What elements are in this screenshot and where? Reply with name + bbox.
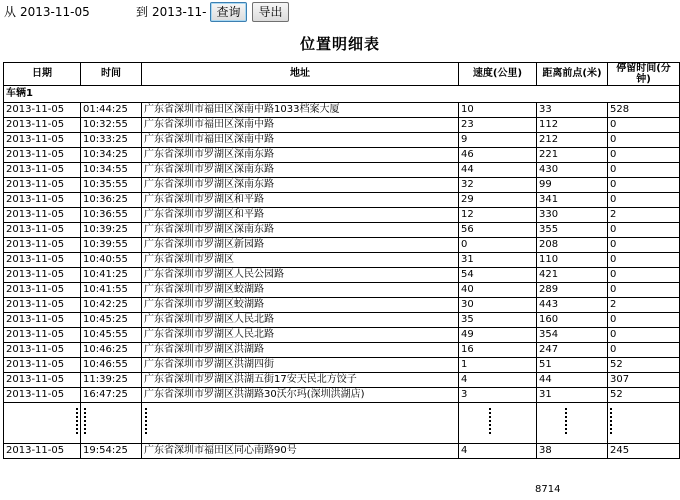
speed-cell: 4 <box>459 444 537 459</box>
distance-cell: 99 <box>537 178 608 193</box>
date-cell: 2013-11-05 <box>4 298 81 313</box>
date-cell: 2013-11-05 <box>4 444 81 459</box>
time-cell: 10:46:25 <box>81 343 142 358</box>
vertical-ellipsis <box>489 408 491 434</box>
vehicle-group-label: 车辆1 <box>4 86 680 103</box>
date-cell: 2013-11-05 <box>4 328 81 343</box>
stay-time-cell: 2 <box>608 208 680 223</box>
table-body <box>4 103 680 403</box>
report-title: 位置明细表 <box>299 35 380 53</box>
table-row <box>4 163 680 178</box>
address-cell: 广东省深圳市罗湖区深南东路 <box>142 223 459 238</box>
query-button[interactable]: 查询 <box>210 2 247 22</box>
table-row <box>4 388 680 403</box>
time-cell: 10:41:55 <box>81 283 142 298</box>
speed-cell: 23 <box>459 118 537 133</box>
distance-cell: 33 <box>537 103 608 118</box>
stay-time-cell: 52 <box>608 358 680 373</box>
speed-cell: 10 <box>459 103 537 118</box>
distance-cell: 421 <box>537 268 608 283</box>
speed-cell: 12 <box>459 208 537 223</box>
speed-cell: 40 <box>459 283 537 298</box>
distance-cell: 247 <box>537 343 608 358</box>
time-cell: 10:40:55 <box>81 253 142 268</box>
date-cell: 2013-11-05 <box>4 163 81 178</box>
speed-cell: 16 <box>459 343 537 358</box>
stay-time-cell: 52 <box>608 388 680 403</box>
speed-cell: 0 <box>459 238 537 253</box>
table-row <box>4 298 680 313</box>
stay-time-cell: 0 <box>608 283 680 298</box>
date-cell: 2013-11-05 <box>4 358 81 373</box>
date-cell: 2013-11-05 <box>4 388 81 403</box>
address-cell: 广东省深圳市罗湖区洪湖路30沃尔玛(深圳洪湖店) <box>142 388 459 403</box>
distance-cell: 31 <box>537 388 608 403</box>
table-row <box>4 444 680 459</box>
speed-cell: 31 <box>459 253 537 268</box>
date-cell: 2013-11-05 <box>4 208 81 223</box>
stay-time-cell: 0 <box>608 148 680 163</box>
distance-cell: 443 <box>537 298 608 313</box>
time-cell: 10:35:55 <box>81 178 142 193</box>
time-cell: 10:36:25 <box>81 193 142 208</box>
time-cell: 10:41:25 <box>81 268 142 283</box>
address-cell: 广东省深圳市福田区深南中路 <box>142 118 459 133</box>
address-cell: 广东省深圳市罗湖区新园路 <box>142 238 459 253</box>
date-cell: 2013-11-05 <box>4 193 81 208</box>
speed-cell: 9 <box>459 133 537 148</box>
stay-time-cell: 0 <box>608 313 680 328</box>
table-row <box>4 343 680 358</box>
column-header-address: 地址 <box>142 63 459 86</box>
table-row <box>4 238 680 253</box>
date-cell: 2013-11-05 <box>4 283 81 298</box>
date-cell: 2013-11-05 <box>4 268 81 283</box>
address-cell: 广东省深圳市福田区同心南路90号 <box>142 444 459 459</box>
time-cell: 10:45:25 <box>81 313 142 328</box>
table-row <box>4 328 680 343</box>
start-date-input[interactable] <box>17 3 129 20</box>
address-cell: 广东省深圳市罗湖区人民北路 <box>142 328 459 343</box>
address-cell: 广东省深圳市福田区深南中路 <box>142 133 459 148</box>
stay-time-cell: 0 <box>608 163 680 178</box>
ellipsis-cell <box>81 403 142 444</box>
to-label: 到 <box>136 5 149 19</box>
distance-cell: 160 <box>537 313 608 328</box>
ellipsis-cell <box>142 403 459 444</box>
column-header-speed: 速度(公里) <box>459 63 537 86</box>
ellipsis-cell <box>537 403 608 444</box>
vertical-ellipsis <box>145 408 147 434</box>
date-cell: 2013-11-05 <box>4 223 81 238</box>
speed-cell: 4 <box>459 373 537 388</box>
table-row <box>4 253 680 268</box>
stay-time-cell: 0 <box>608 268 680 283</box>
date-cell: 2013-11-05 <box>4 343 81 358</box>
address-cell: 广东省深圳市罗湖区蛟湖路 <box>142 298 459 313</box>
date-cell: 2013-11-05 <box>4 313 81 328</box>
distance-cell: 289 <box>537 283 608 298</box>
table-row <box>4 133 680 148</box>
ellipsis-cell <box>4 403 81 444</box>
stay-time-cell: 307 <box>608 373 680 388</box>
speed-cell: 35 <box>459 313 537 328</box>
stay-time-cell: 0 <box>608 178 680 193</box>
date-cell: 2013-11-05 <box>4 238 81 253</box>
table-row <box>4 223 680 238</box>
stay-time-cell: 0 <box>608 343 680 358</box>
distance-cell: 221 <box>537 148 608 163</box>
distance-cell: 208 <box>537 238 608 253</box>
address-cell: 广东省深圳市罗湖区人民北路 <box>142 313 459 328</box>
address-cell: 广东省深圳市罗湖区蛟湖路 <box>142 283 459 298</box>
speed-cell: 30 <box>459 298 537 313</box>
distance-cell: 212 <box>537 133 608 148</box>
vertical-ellipsis <box>76 408 78 434</box>
speed-cell: 32 <box>459 178 537 193</box>
table-row <box>4 283 680 298</box>
address-cell: 广东省深圳市罗湖区洪湖路 <box>142 343 459 358</box>
stay-time-cell: 528 <box>608 103 680 118</box>
time-cell: 19:54:25 <box>81 444 142 459</box>
end-date-input[interactable] <box>149 3 209 20</box>
table-row <box>4 313 680 328</box>
time-cell: 10:34:25 <box>81 148 142 163</box>
time-cell: 01:44:25 <box>81 103 142 118</box>
speed-cell: 29 <box>459 193 537 208</box>
table-row <box>4 193 680 208</box>
export-button[interactable]: 导出 <box>252 2 289 22</box>
vertical-ellipsis <box>565 408 567 434</box>
column-header-time: 时间 <box>81 63 142 86</box>
time-cell: 10:39:25 <box>81 223 142 238</box>
column-header-distance: 距离前点(米) <box>537 63 608 86</box>
distance-cell: 354 <box>537 328 608 343</box>
distance-cell: 330 <box>537 208 608 223</box>
omitted-rows-indicator <box>4 403 680 444</box>
address-cell: 广东省深圳市罗湖区深南东路 <box>142 148 459 163</box>
from-label: 从 <box>4 5 17 19</box>
stay-time-cell: 0 <box>608 193 680 208</box>
speed-cell: 3 <box>459 388 537 403</box>
stay-time-cell: 245 <box>608 444 680 459</box>
date-cell: 2013-11-05 <box>4 118 81 133</box>
time-cell: 11:39:25 <box>81 373 142 388</box>
stay-time-cell: 0 <box>608 223 680 238</box>
address-cell: 广东省深圳市福田区深南中路1033档案大厦 <box>142 103 459 118</box>
address-cell: 广东省深圳市罗湖区深南东路 <box>142 178 459 193</box>
distance-cell: 112 <box>537 118 608 133</box>
time-cell: 10:36:55 <box>81 208 142 223</box>
address-cell: 广东省深圳市罗湖区和平路 <box>142 208 459 223</box>
distance-cell: 38 <box>537 444 608 459</box>
speed-cell: 46 <box>459 148 537 163</box>
vertical-ellipsis <box>610 408 612 434</box>
stay-time-cell: 0 <box>608 118 680 133</box>
address-cell: 广东省深圳市罗湖区洪湖四街 <box>142 358 459 373</box>
ellipsis-cell <box>459 403 537 444</box>
table-row <box>4 148 680 163</box>
table-row <box>4 358 680 373</box>
distance-cell: 110 <box>537 253 608 268</box>
table-row <box>4 178 680 193</box>
date-cell: 2013-11-05 <box>4 178 81 193</box>
address-cell: 广东省深圳市罗湖区 <box>142 253 459 268</box>
location-detail-table <box>3 62 680 459</box>
time-cell: 10:46:55 <box>81 358 142 373</box>
address-cell: 广东省深圳市罗湖区洪湖五街17安天民北方饺子 <box>142 373 459 388</box>
stay-time-cell: 0 <box>608 253 680 268</box>
distance-cell: 51 <box>537 358 608 373</box>
stay-time-cell: 0 <box>608 328 680 343</box>
column-header-date: 日期 <box>4 63 81 86</box>
table-header-row <box>4 63 680 86</box>
table-row <box>4 208 680 223</box>
table-row <box>4 103 680 118</box>
vertical-ellipsis <box>84 408 86 434</box>
table-row <box>4 118 680 133</box>
date-cell: 2013-11-05 <box>4 133 81 148</box>
distance-cell: 44 <box>537 373 608 388</box>
date-cell: 2013-11-05 <box>4 373 81 388</box>
address-cell: 广东省深圳市罗湖区人民公园路 <box>142 268 459 283</box>
time-cell: 16:47:25 <box>81 388 142 403</box>
query-toolbar <box>0 0 680 24</box>
column-header-stay-time: 停留时间(分钟) <box>608 63 680 86</box>
speed-cell: 49 <box>459 328 537 343</box>
time-cell: 10:32:55 <box>81 118 142 133</box>
vehicle-group-row <box>4 86 680 103</box>
stay-time-cell: 0 <box>608 238 680 253</box>
total-distance: 8714 <box>535 484 561 495</box>
date-cell: 2013-11-05 <box>4 148 81 163</box>
time-cell: 10:42:25 <box>81 298 142 313</box>
date-cell: 2013-11-05 <box>4 253 81 268</box>
address-cell: 广东省深圳市罗湖区深南东路 <box>142 163 459 178</box>
date-cell: 2013-11-05 <box>4 103 81 118</box>
time-cell: 10:39:55 <box>81 238 142 253</box>
stay-time-cell: 2 <box>608 298 680 313</box>
speed-cell: 44 <box>459 163 537 178</box>
ellipsis-cell <box>608 403 680 444</box>
speed-cell: 1 <box>459 358 537 373</box>
address-cell: 广东省深圳市罗湖区和平路 <box>142 193 459 208</box>
table-row <box>4 268 680 283</box>
time-cell: 10:34:55 <box>81 163 142 178</box>
distance-cell: 341 <box>537 193 608 208</box>
time-cell: 10:33:25 <box>81 133 142 148</box>
distance-cell: 430 <box>537 163 608 178</box>
time-cell: 10:45:55 <box>81 328 142 343</box>
speed-cell: 56 <box>459 223 537 238</box>
table-row <box>4 373 680 388</box>
speed-cell: 54 <box>459 268 537 283</box>
distance-cell: 355 <box>537 223 608 238</box>
stay-time-cell: 0 <box>608 133 680 148</box>
